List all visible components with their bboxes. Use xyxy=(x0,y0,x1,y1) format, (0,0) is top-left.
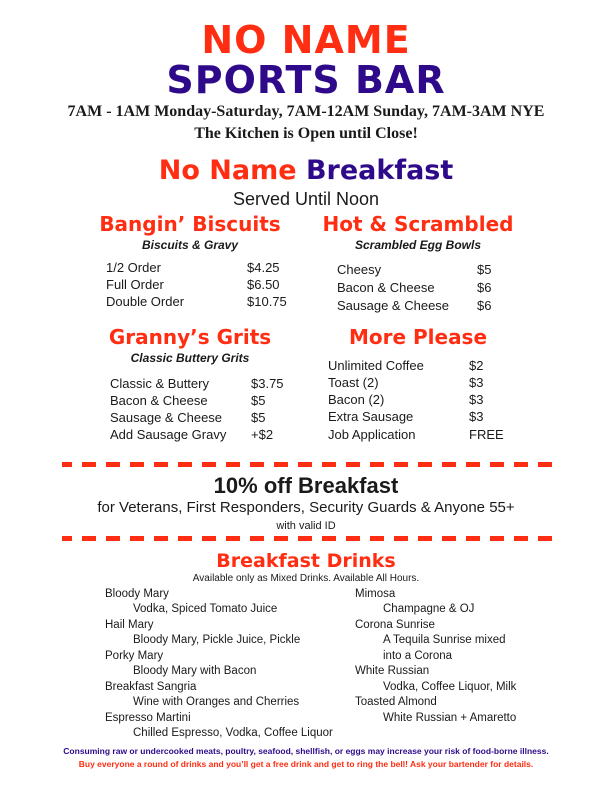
item-price: $3 xyxy=(469,409,484,424)
breakfast-title-part1: No Name xyxy=(158,155,297,186)
item-name: Unlimited Coffee xyxy=(328,358,424,373)
item-price: $6 xyxy=(477,280,492,295)
drink-name: Porky Mary xyxy=(105,650,164,662)
item-name: Classic & Buttery xyxy=(110,376,209,391)
item-price: $4.25 xyxy=(247,260,280,275)
item-name: Extra Sausage xyxy=(328,409,414,424)
drink-desc: Wine with Oranges and Cherries xyxy=(133,696,300,708)
drink-desc: Bloody Mary, Pickle Juice, Pickle xyxy=(133,634,301,646)
drinks-subtitle: Available only as Mixed Drinks. Available All Hours. xyxy=(192,573,420,584)
item-price: $5 xyxy=(477,262,492,277)
breakfast-title xyxy=(0,154,612,188)
drink-name: Corona Sunrise xyxy=(355,619,435,631)
item-price: +$2 xyxy=(251,427,274,442)
item-name: Bacon & Cheese xyxy=(337,280,435,295)
discount-title: 10% off Breakfast xyxy=(213,473,399,498)
section-grits xyxy=(100,324,280,366)
drink-name: Hail Mary xyxy=(105,619,154,631)
drinks-title: Breakfast Drinks xyxy=(216,550,396,572)
item-price: $6.50 xyxy=(247,277,280,292)
item-name: Double Order xyxy=(106,294,185,309)
item-price: $2 xyxy=(469,358,484,373)
drink-desc: White Russian + Amaretto xyxy=(383,712,517,724)
section-subtitle: Classic Buttery Grits xyxy=(130,351,250,365)
discount-note: with valid ID xyxy=(276,520,336,532)
section-subtitle: Scrambled Egg Bowls xyxy=(354,238,482,252)
item-name: Add Sausage Gravy xyxy=(110,427,227,442)
item-name: Sausage & Cheese xyxy=(337,298,450,313)
item-price: $6 xyxy=(477,298,492,313)
section-title: Hot & Scrambled xyxy=(322,212,514,236)
section-title: More Please xyxy=(348,325,488,349)
drink-desc: Vodka, Coffee Liquor, Milk xyxy=(383,681,517,693)
section-more-please xyxy=(318,324,518,350)
drink-name: Breakfast Sangria xyxy=(105,681,197,693)
drink-desc: Bloody Mary with Bacon xyxy=(133,665,257,677)
item-price: $3 xyxy=(469,392,484,407)
kitchen-hours: The Kitchen is Open until Close! xyxy=(194,125,418,142)
food-safety-warning: Consuming raw or undercooked meats, poultry, seafood, shellfish, or eggs may increase your risk of food-borne illness. xyxy=(63,746,549,756)
item-name: 1/2 Order xyxy=(106,260,161,275)
drink-name: Mimosa xyxy=(355,588,396,600)
drink-desc: into a Corona xyxy=(383,650,453,662)
item-price: FREE xyxy=(469,427,504,442)
drink-name: Espresso Martini xyxy=(105,712,191,724)
drink-desc: Champagne & OJ xyxy=(383,603,475,615)
drink-name: White Russian xyxy=(355,665,430,677)
drink-desc: Vodka, Spiced Tomato Juice xyxy=(133,603,278,615)
item-name: Sausage & Cheese xyxy=(110,410,223,425)
breakfast-title-part2: Breakfast xyxy=(305,155,454,186)
section-scrambled xyxy=(318,211,518,253)
dashed-divider-bottom xyxy=(58,536,554,541)
dashed-divider-top xyxy=(58,462,554,467)
item-name: Bacon & Cheese xyxy=(110,393,208,408)
item-name: Full Order xyxy=(106,277,164,292)
item-price: $5 xyxy=(251,410,266,425)
section-subtitle: Biscuits & Gravy xyxy=(141,238,239,252)
item-name: Job Application xyxy=(328,427,416,442)
bell-promo: Buy everyone a round of drinks and you’ll get a free drink and get to ring the bell! Ask your bartender for details. xyxy=(78,759,534,769)
item-price: $3 xyxy=(469,375,484,390)
drink-name: Bloody Mary xyxy=(105,588,169,600)
opening-hours: 7AM - 1AM Monday-Saturday, 7AM-12AM Sunday, 7AM-3AM NYE xyxy=(67,103,545,120)
item-price: $5 xyxy=(251,393,266,408)
item-name: Toast (2) xyxy=(328,375,379,390)
section-title: Granny’s Grits xyxy=(108,325,272,349)
item-name: Bacon (2) xyxy=(328,392,385,407)
item-price: $3.75 xyxy=(251,376,284,391)
discount-eligibility: for Veterans, First Responders, Security Guards & Anyone 55+ xyxy=(97,499,515,516)
bar-name-line1: NO NAME xyxy=(201,18,411,62)
drink-name: Toasted Almond xyxy=(355,696,437,708)
drink-desc: Chilled Espresso, Vodka, Coffee Liquor xyxy=(133,727,333,739)
served-until: Served Until Noon xyxy=(232,189,380,209)
drink-desc: A Tequila Sunrise mixed xyxy=(383,634,506,646)
section-title: Bangin’ Biscuits xyxy=(99,212,281,236)
section-biscuits xyxy=(90,211,290,253)
bar-name-line2: SPORTS BAR xyxy=(166,58,446,102)
item-price: $10.75 xyxy=(247,294,287,309)
item-name: Cheesy xyxy=(337,262,382,277)
